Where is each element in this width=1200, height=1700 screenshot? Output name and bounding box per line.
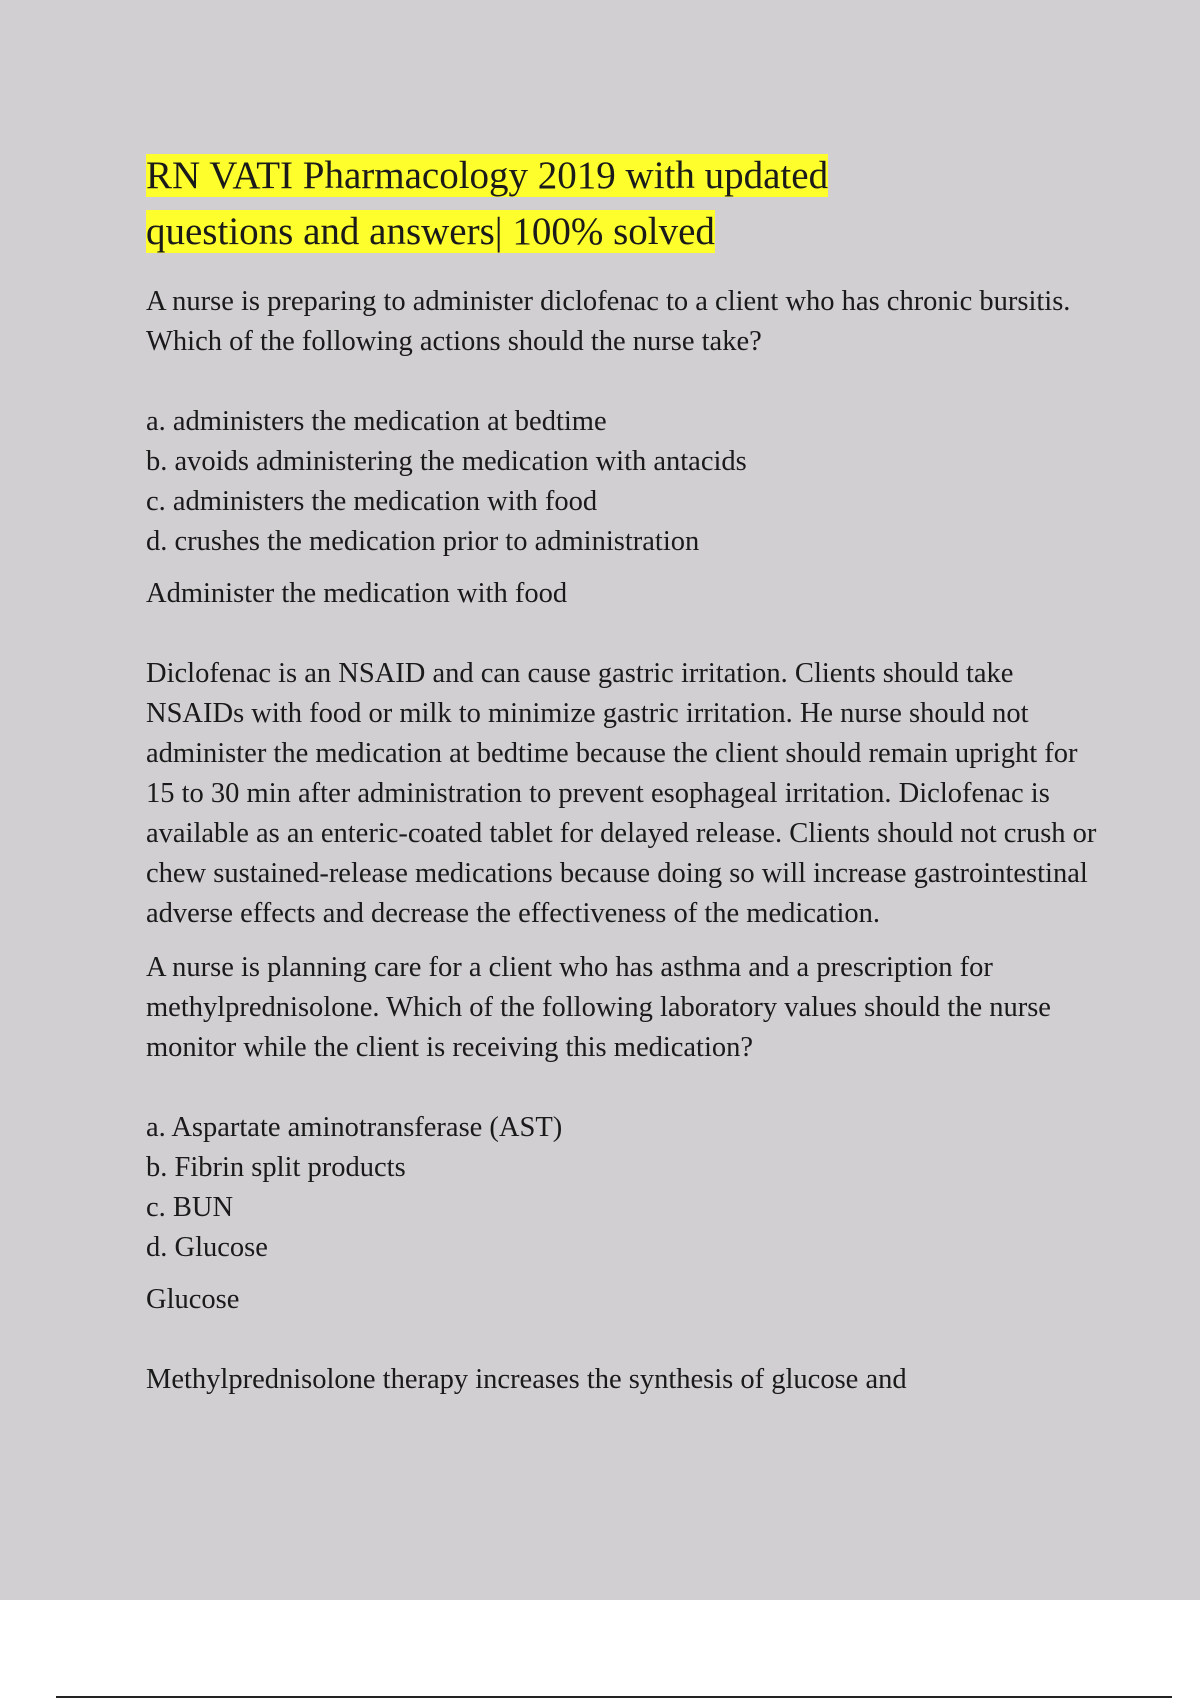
option-b: b. avoids administering the medication with antacids bbox=[146, 446, 747, 477]
question-block-1 bbox=[146, 282, 1106, 934]
option-c: c. BUN bbox=[146, 1192, 234, 1223]
question-text: A nurse is preparing to administer diclofenac to a client who has chronic bursitis. Which of the following actions should the nurse take? bbox=[146, 286, 1071, 357]
answer-explanation: Diclofenac is an NSAID and can cause gastric irritation. Clients should take NSAIDs with food or milk to minimize gastric irritation. He nurse should not administer the medication at bedtime because the client should remain upright for 15 to 30 min after administration to prevent esophageal irritation. Diclofenac is available as an enteric-coated tablet for delayed release. Clients should not crush or chew sustained-release medications because doing so will increase gastrointestinal adverse effects and decrease the effectiveness of the medication. bbox=[146, 658, 1097, 929]
question-text: A nurse is planning care for a client who has asthma and a prescription for methylprednisolone. Which of the following laboratory values should the nurse monitor while the client is receiving this medication? bbox=[146, 952, 1051, 1063]
option-d: d. Glucose bbox=[146, 1232, 268, 1263]
option-b: b. Fibrin split products bbox=[146, 1152, 406, 1183]
answer-explanation: Methylprednisolone therapy increases the synthesis of glucose and bbox=[146, 1364, 907, 1395]
title-highlight: RN VATI Pharmacology 2019 with updated questions and answers| 100% solved bbox=[146, 154, 829, 253]
question-block-2 bbox=[146, 948, 1106, 1400]
correct-answer: Glucose bbox=[146, 1284, 240, 1315]
bottom-divider bbox=[56, 1696, 1172, 1698]
option-d: d. crushes the medication prior to administration bbox=[146, 526, 700, 557]
option-a: a. administers the medication at bedtime bbox=[146, 406, 607, 437]
answer-options bbox=[146, 1108, 1106, 1268]
option-c: c. administers the medication with food bbox=[146, 486, 598, 517]
option-a: a. Aspartate aminotransferase (AST) bbox=[146, 1112, 563, 1143]
document-content bbox=[146, 148, 1106, 1414]
correct-answer: Administer the medication with food bbox=[146, 578, 568, 609]
document-title bbox=[146, 148, 946, 260]
answer-options bbox=[146, 402, 1106, 562]
